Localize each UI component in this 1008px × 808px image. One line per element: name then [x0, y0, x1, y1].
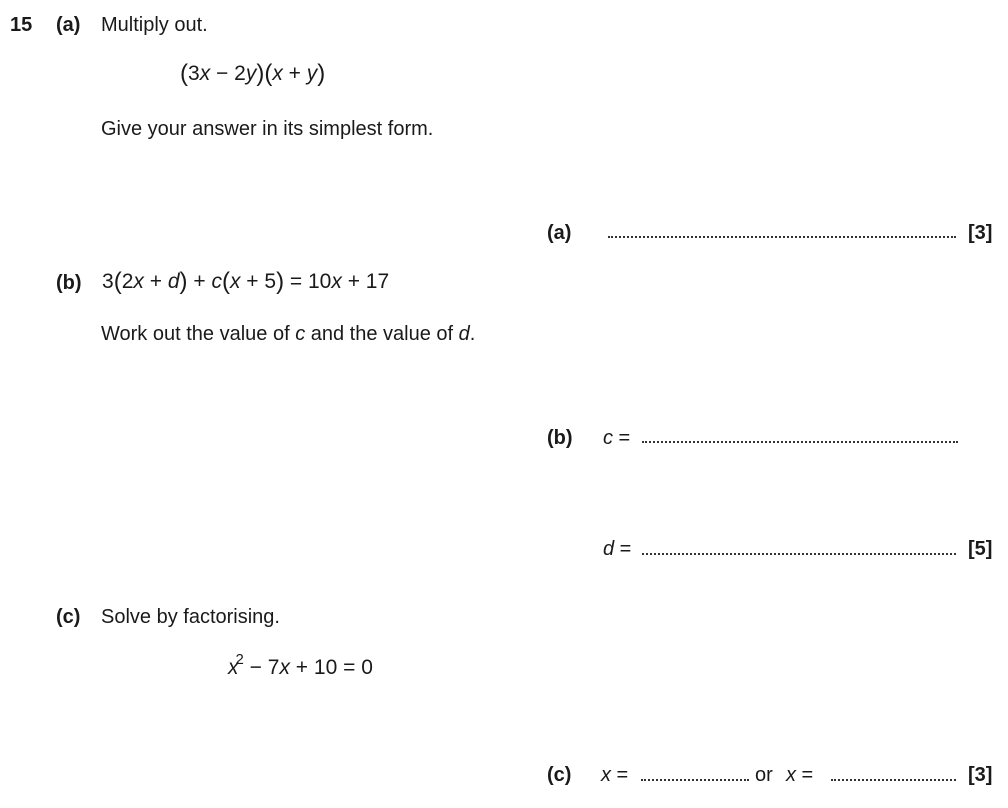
part-a-answer-line[interactable] [608, 236, 956, 238]
part-a-instruction: Multiply out. [101, 14, 208, 36]
part-c-instruction: Solve by factorising. [101, 606, 280, 628]
part-b-answer-label: (b) [547, 427, 573, 449]
part-c-x2-answer-line[interactable] [831, 779, 956, 781]
part-b-c-answer-line[interactable] [642, 441, 958, 443]
part-a-marks: [3] [968, 222, 993, 244]
part-a-note: Give your answer in its simplest form. [101, 118, 434, 140]
part-b-equation: 3(2x + d) + c(x + 5) = 10x + 17 [102, 268, 390, 295]
part-c-equation: $x^2 - 7x + 10 = 0$ [228, 651, 373, 679]
part-c-answer-label: (c) [547, 764, 572, 786]
part-a-label: (a) [56, 14, 81, 36]
part-b-c-label: c = [603, 427, 631, 449]
part-b-label: (b) [56, 272, 82, 294]
part-b-d-label: d = [603, 538, 632, 560]
part-c-x2-label: x = [786, 764, 814, 786]
part-c-or-text: or [755, 764, 773, 786]
question-number: 15 [10, 14, 33, 36]
part-c-label: (c) [56, 606, 81, 628]
part-b-instruction: Work out the value of c and the value of d. [101, 323, 476, 345]
part-b-d-answer-line[interactable] [642, 553, 956, 555]
part-c-x1-answer-line[interactable] [641, 779, 749, 781]
part-b-marks: [5] [968, 538, 993, 560]
part-a-expression: (3x − 2y)(x + y) [180, 60, 326, 87]
part-a-answer-label: (a) [547, 222, 572, 244]
part-c-x1-label: x = [601, 764, 629, 786]
part-c-marks: [3] [968, 764, 993, 786]
